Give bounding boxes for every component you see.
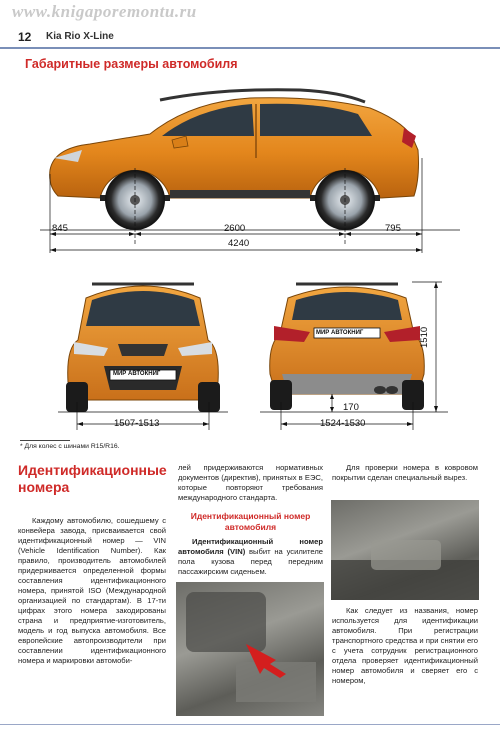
front-overhang-dimension: 845	[52, 223, 68, 234]
arrow-icon	[176, 582, 324, 716]
height-dimension: 1510	[419, 326, 430, 348]
page-number: 12	[18, 30, 32, 44]
length-dimension: 4240	[228, 238, 250, 249]
column-3-bottom	[332, 606, 478, 686]
column-3-paragraph-top: Для проверки номера в ковровом покрытии сделан специальный вырез.	[332, 463, 478, 482]
column-1-text	[18, 516, 166, 666]
vin-bold-term: Идентификационный номер автомобиля (VIN)	[178, 537, 323, 556]
column-1-paragraph: Каждому автомобилю, сошедшему с конвейера завода, присваивается свой идентификационный номер — VIN (Vehicle Identification Number). Как правило, производитель автомобилей придерживается определенной формы составления идентификационного номера, принятой ISO (Международной организацией по стандартам). В 17-ти цифрах этого номера закодированы страна и предприятие-изготовитель, модель и год выпуска автомобиля. Все европейские автопроизводители при составлении идентификационного номера и маркировки автомоби-	[18, 516, 166, 665]
side-sill	[170, 190, 310, 198]
footnote: * Для колес с шинами R15/R16.	[20, 443, 120, 450]
article-heading: Идентификационные номера	[18, 462, 167, 495]
front-track-dimension: 1507-1513	[114, 418, 160, 429]
rear-plate-text: МИР АВТОКНИГ	[316, 330, 364, 336]
column-2-paragraph-top: лей придерживаются нормативных документов (директив), принятых в ЕЭС, которые повторяют требования международного стандарта.	[178, 463, 323, 502]
vin-location-text: выбит на усилителе пола кузова перед передним пассажирским сиденьем.	[178, 547, 324, 576]
wheelbase-dimension: 2600	[224, 223, 246, 234]
ground-clearance-dimension: 170	[343, 402, 359, 413]
car-side-view	[20, 78, 480, 253]
footer-rule	[0, 724, 500, 725]
watermark-url: www.knigaporemontu.ru	[12, 2, 197, 21]
header-rule	[0, 47, 500, 49]
front-plate-text: МИР АВТОКНИГ	[113, 371, 161, 377]
column-2-intro	[178, 463, 323, 503]
rear-overhang-dimension: 795	[385, 223, 401, 234]
column-2-vin-text	[178, 537, 323, 577]
column-3-paragraph-bottom: Как следует из названия, номер используется для идентификации автомобиля. При регистрации транспортного средства и при снятии его с учета сотрудник регистрационного отдела проверяет идентификационный номер автомобиля и сверяет его с номером,	[332, 606, 478, 685]
vin-location-photo	[176, 582, 324, 716]
footnote-rule	[20, 440, 70, 441]
running-head: Kia Rio X-Line	[46, 31, 114, 42]
carpet-cutout-photo	[331, 500, 479, 600]
vin-subheading: Идентификационный номер автомобиля	[190, 511, 311, 532]
section-title: Габаритные размеры автомобиля	[25, 57, 238, 71]
car-front-view	[48, 262, 238, 432]
column-3-top	[332, 463, 478, 483]
rear-track-dimension: 1524-1530	[320, 418, 366, 429]
